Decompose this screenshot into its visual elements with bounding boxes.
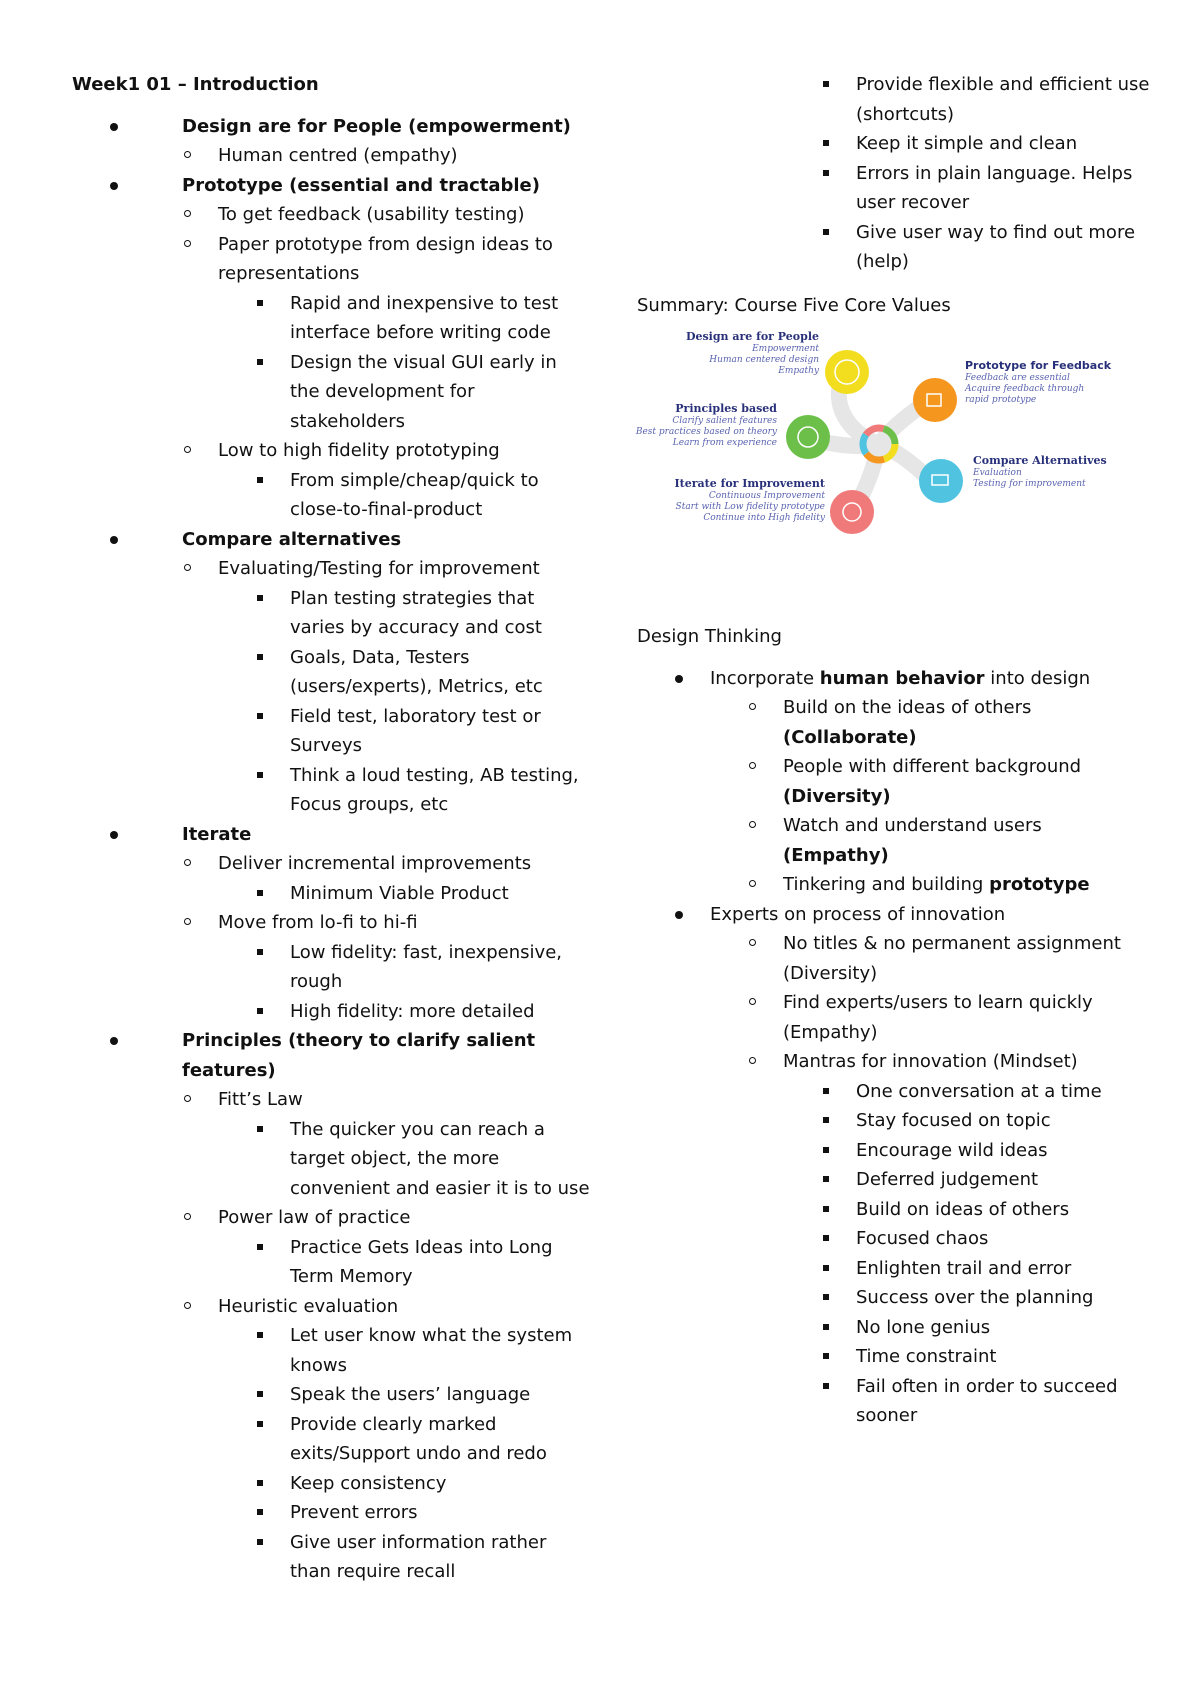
label-prototype-for-feedback: Prototype for Feedback Feedback are essential Acquire feedback through rapid prototype xyxy=(965,359,1112,405)
bullet-marker xyxy=(257,300,263,306)
people-node xyxy=(825,350,869,394)
list-item-text: Principles (theory to clarify salient features) xyxy=(182,1030,536,1081)
list-item-text: Success over the planning xyxy=(856,1287,1094,1308)
detail-item xyxy=(72,466,592,525)
bullet-marker xyxy=(675,675,683,683)
mantra-item xyxy=(637,1195,1157,1225)
list-item-text: Prevent errors xyxy=(290,1502,418,1523)
list-item-text: Build on the ideas of others xyxy=(783,697,1032,718)
list-item-text: Paper prototype from design ideas to representations xyxy=(218,233,553,284)
list-item-text: No titles & no permanent assignment (Diversity) xyxy=(783,933,1121,984)
list-item-text: Fail often in order to succeed sooner xyxy=(856,1375,1118,1426)
bullet-marker xyxy=(257,595,263,601)
heuristics-continued-list xyxy=(637,70,1157,277)
detail-item xyxy=(72,1469,592,1499)
list-item-text: Give user way to find out more (help) xyxy=(856,221,1136,272)
bullet-marker xyxy=(823,140,829,146)
detail-item xyxy=(72,1498,592,1528)
left-outline xyxy=(72,112,592,1587)
bullet-marker xyxy=(257,1391,263,1397)
list-item-text: Deferred judgement xyxy=(856,1169,1039,1190)
list-item-text: To get feedback (usability testing) xyxy=(218,204,525,225)
list-item-text: Encourage wild ideas xyxy=(856,1139,1048,1161)
heuristic-item xyxy=(637,159,1157,218)
sub-item xyxy=(72,141,592,171)
list-item-text: Prototype (essential and tractable) xyxy=(182,174,540,196)
dt-bullet xyxy=(637,900,1157,930)
mantra-item xyxy=(637,1372,1157,1431)
mantra-item xyxy=(637,1077,1157,1107)
bullet-marker xyxy=(257,1480,263,1486)
dt-sub-item xyxy=(637,811,1157,870)
sub-item xyxy=(72,849,592,879)
bullet-marker xyxy=(257,1539,263,1545)
iterate-node xyxy=(830,490,874,534)
list-item-text: Rapid and inexpensive to test interface before writing code xyxy=(290,292,559,343)
detail-item xyxy=(72,1380,592,1410)
bullet-marker xyxy=(257,1509,263,1515)
detail-item xyxy=(72,1410,592,1469)
detail-item xyxy=(72,643,592,702)
list-item-text: human behavior xyxy=(819,667,985,689)
bullet-marker xyxy=(184,240,191,247)
list-item-text: Move from lo-fi to hi-fi xyxy=(218,912,418,933)
list-item-text: High fidelity: more detailed xyxy=(290,1000,535,1022)
dt-sub-item xyxy=(637,988,1157,1047)
bullet-marker xyxy=(823,229,829,235)
bullet-marker xyxy=(257,1244,263,1250)
list-item-text: Tinkering and building xyxy=(783,874,990,895)
list-item-text: Time constraint xyxy=(856,1346,997,1367)
bullet-marker xyxy=(823,1294,829,1300)
list-item-text: Give user information rather than require recall xyxy=(290,1531,547,1582)
bullet-marker xyxy=(257,949,263,955)
list-item-text: Find experts/users to learn quickly (Empathy) xyxy=(783,992,1093,1043)
list-item-text: Human centred (empathy) xyxy=(218,145,458,166)
dt-sub-item xyxy=(637,1047,1157,1077)
bullet-marker xyxy=(184,564,191,571)
detail-item xyxy=(72,1115,592,1204)
list-item-text: Field test, laboratory test or Surveys xyxy=(290,705,541,756)
list-item-text: The quicker you can reach a target object, the more convenient and easier it is to use xyxy=(290,1118,590,1199)
list-item-text: One conversation at a time xyxy=(856,1080,1102,1102)
detail-item xyxy=(72,348,592,437)
list-item-text: Let user know what the system knows xyxy=(290,1325,573,1376)
mantra-item xyxy=(637,1165,1157,1195)
core-values-figure xyxy=(629,324,1119,564)
list-item-text: Keep it simple and clean xyxy=(856,133,1078,154)
list-item-text: Fitt’s Law xyxy=(218,1089,303,1110)
bullet-marker xyxy=(184,859,191,866)
list-item-text: Heuristic evaluation xyxy=(218,1295,399,1317)
detail-item xyxy=(72,584,592,643)
bullet-marker xyxy=(749,762,756,769)
right-column xyxy=(637,70,1157,1431)
section-item xyxy=(72,112,592,142)
bullet-marker xyxy=(110,831,118,839)
bullet-marker xyxy=(184,446,191,453)
bullet-marker xyxy=(823,1353,829,1359)
bullet-marker xyxy=(675,911,683,919)
bullet-marker xyxy=(749,939,756,946)
dt-sub-item xyxy=(637,752,1157,811)
bullet-marker xyxy=(823,1117,829,1123)
detail-item xyxy=(72,1233,592,1292)
design-thinking-outline xyxy=(637,664,1157,1431)
detail-item xyxy=(72,938,592,997)
detail-item xyxy=(72,289,592,348)
list-item-text: Practice Gets Ideas into Long Term Memory xyxy=(290,1236,553,1287)
sub-item xyxy=(72,908,592,938)
design-thinking-heading: Design Thinking xyxy=(637,626,782,647)
bullet-marker xyxy=(823,1383,829,1389)
bullet-marker xyxy=(823,170,829,176)
bullet-marker xyxy=(823,1235,829,1241)
detail-item xyxy=(72,997,592,1027)
prototype-node xyxy=(913,378,957,422)
sub-item xyxy=(72,436,592,466)
bullet-marker xyxy=(110,536,118,544)
list-item-text: Design are for People (empowerment) xyxy=(182,115,571,137)
list-item-text: Provide clearly marked exits/Support undo and redo xyxy=(290,1413,547,1464)
list-item-text: Think a loud testing, AB testing, Focus groups, etc xyxy=(290,764,579,815)
bullet-marker xyxy=(184,210,191,217)
detail-item xyxy=(72,1321,592,1380)
bullet-marker xyxy=(257,772,263,778)
page-title: Week1 01 – Introduction xyxy=(72,74,319,95)
list-item-text: Design the visual GUI early in the development for stakeholders xyxy=(290,351,557,432)
bullet-marker xyxy=(257,1126,263,1132)
bullet-marker xyxy=(823,1176,829,1182)
mantra-item xyxy=(637,1254,1157,1284)
label-compare-alternatives: Compare Alternatives Evaluation Testing for improvement xyxy=(973,454,1107,489)
list-item-text: Enlighten trail and error xyxy=(856,1257,1072,1279)
mantra-item xyxy=(637,1313,1157,1343)
bullet-marker xyxy=(823,1265,829,1271)
mantra-item xyxy=(637,1106,1157,1136)
list-item-text: People with different background xyxy=(783,756,1082,777)
list-item-text: Deliver incremental improvements xyxy=(218,853,532,874)
bullet-marker xyxy=(257,713,263,719)
list-item-text: (Collaborate) xyxy=(783,726,917,748)
bullet-marker xyxy=(749,998,756,1005)
list-item-text: Minimum Viable Product xyxy=(290,882,509,904)
list-item-text: Speak the users’ language xyxy=(290,1384,531,1405)
sub-item xyxy=(72,200,592,230)
section-item xyxy=(72,820,592,850)
bullet-marker xyxy=(823,1088,829,1094)
list-item-text: (Empathy) xyxy=(783,844,889,866)
list-item-text: Provide flexible and efficient use (shortcuts) xyxy=(856,74,1150,125)
bullet-marker xyxy=(184,1095,191,1102)
list-item-text: Compare alternatives xyxy=(182,528,402,550)
heuristic-item xyxy=(637,129,1157,159)
list-item-text: From simple/cheap/quick to close-to-final-product xyxy=(290,469,539,520)
bullet-marker xyxy=(257,1421,263,1427)
bullet-marker xyxy=(257,654,263,660)
label-principles-based: Principles based Clarify salient features Best practices based on theory Learn from experience xyxy=(635,402,777,448)
list-item-text: Build on ideas of others xyxy=(856,1198,1070,1220)
list-item-text: prototype xyxy=(989,874,1090,895)
list-item-text: Low fidelity: fast, inexpensive, rough xyxy=(290,941,562,992)
bullet-marker xyxy=(257,359,263,365)
dt-sub-item xyxy=(637,870,1157,900)
bullet-marker xyxy=(257,477,263,483)
bullet-marker xyxy=(749,703,756,710)
list-item-text: into design xyxy=(984,667,1091,689)
list-item-text: Focused chaos xyxy=(856,1228,989,1249)
sub-item xyxy=(72,1292,592,1322)
bullet-marker xyxy=(184,151,191,158)
bullet-marker xyxy=(749,880,756,887)
list-item-text: Low to high fidelity prototyping xyxy=(218,440,500,461)
bullet-marker xyxy=(257,1332,263,1338)
detail-item xyxy=(72,879,592,909)
list-item-text: Experts on process of innovation xyxy=(710,903,1006,925)
bullet-marker xyxy=(749,821,756,828)
bullet-marker xyxy=(749,1057,756,1064)
sub-item xyxy=(72,1203,592,1233)
bullet-marker xyxy=(823,81,829,87)
list-item-text: Errors in plain language. Helps user recover xyxy=(856,162,1133,213)
label-iterate-for-improvement: Iterate for Improvement Continuous Improvement Start with Low fidelity prototype Continue into High fidelity xyxy=(674,477,825,523)
label-design-for-people: Design are for People Empowerment Human centered design Empathy xyxy=(685,330,819,376)
list-item-text: (Diversity) xyxy=(783,785,891,807)
sub-item xyxy=(72,1085,592,1115)
bullet-marker xyxy=(110,1037,118,1045)
sub-item xyxy=(72,230,592,289)
list-item-text: No lone genius xyxy=(856,1316,991,1338)
list-item-text: Stay focused on topic xyxy=(856,1110,1051,1131)
list-item-text: Evaluating/Testing for improvement xyxy=(218,558,540,579)
bullet-marker xyxy=(110,123,118,131)
list-item-text: Watch and understand users xyxy=(783,815,1042,836)
list-item-text: Mantras for innovation (Mindset) xyxy=(783,1051,1078,1072)
dt-sub-item xyxy=(637,693,1157,752)
heuristic-item xyxy=(637,218,1157,277)
section-item xyxy=(72,1026,592,1085)
left-column xyxy=(72,70,592,1587)
bullet-marker xyxy=(110,182,118,190)
list-item-text: Goals, Data, Testers (users/experts), Metrics, etc xyxy=(290,646,543,697)
bullet-marker xyxy=(823,1147,829,1153)
bullet-marker xyxy=(823,1324,829,1330)
bullet-marker xyxy=(257,890,263,896)
section-item xyxy=(72,171,592,201)
detail-item xyxy=(72,761,592,820)
detail-item xyxy=(72,1528,592,1587)
bullet-marker xyxy=(184,1213,191,1220)
sub-item xyxy=(72,554,592,584)
bullet-marker xyxy=(257,1008,263,1014)
detail-item xyxy=(72,702,592,761)
alternatives-node xyxy=(919,459,963,503)
list-item-text: Power law of practice xyxy=(218,1207,411,1228)
heuristic-item xyxy=(637,70,1157,129)
bullet-marker xyxy=(184,918,191,925)
mantra-item xyxy=(637,1342,1157,1372)
summary-heading: Summary: Course Five Core Values xyxy=(637,294,951,316)
mantra-item xyxy=(637,1224,1157,1254)
bullet-marker xyxy=(823,1206,829,1212)
list-item-text: Plan testing strategies that varies by accuracy and cost xyxy=(290,587,542,638)
list-item-text: Keep consistency xyxy=(290,1472,447,1494)
dt-sub-item xyxy=(637,929,1157,988)
section-item xyxy=(72,525,592,555)
dt-bullet xyxy=(637,664,1157,694)
bullet-marker xyxy=(184,1302,191,1309)
list-item-text: Incorporate xyxy=(710,667,820,689)
mantra-item xyxy=(637,1136,1157,1166)
mantra-item xyxy=(637,1283,1157,1313)
principles-node xyxy=(786,415,830,459)
list-item-text: Iterate xyxy=(182,823,252,845)
